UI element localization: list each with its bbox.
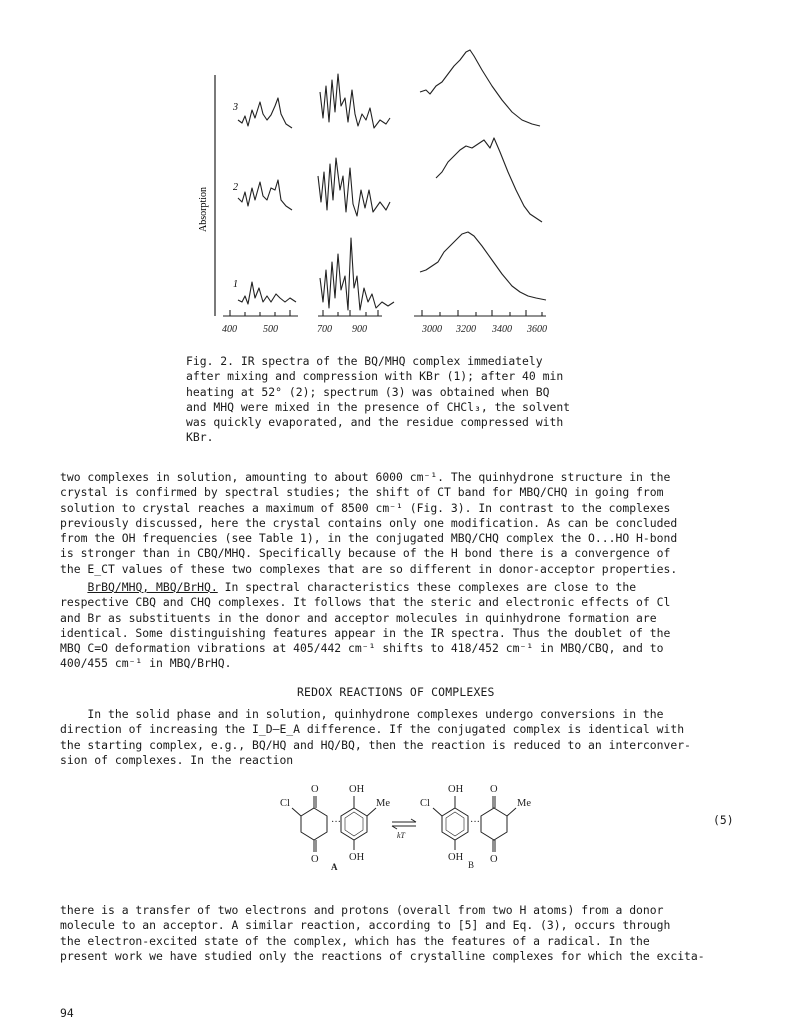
label-me: Me xyxy=(376,798,390,809)
trace-label-2: 2 xyxy=(233,182,238,193)
label-oh-bottom: OH xyxy=(448,852,464,863)
trace-1-region-2 xyxy=(320,238,394,310)
trace-1-region-1 xyxy=(238,282,296,304)
paragraph-4 xyxy=(60,903,705,964)
trace-label-3: 3 xyxy=(233,102,238,113)
tick-400: 400 xyxy=(222,324,237,335)
paragraph-1 xyxy=(60,470,677,577)
caption-line: Fig. 2. IR spectra of the BQ/MHQ complex immediately xyxy=(186,354,543,368)
ring-methylquinone-b xyxy=(481,808,507,840)
tick-3000: 3000 xyxy=(422,324,442,335)
text-line: In spectral characteristics these complexes are close to the xyxy=(217,580,637,594)
text-line: solution to crystal reaches a maximum of 8500 cm⁻¹ (Fig. 3). In contrast to the complexes xyxy=(60,500,671,515)
text-line: 400/455 cm⁻¹ in MBQ/BrHQ. xyxy=(60,656,232,671)
text-line: MBQ C=O deformation vibrations at 405/442 cm⁻¹ shifts to 418/452 cm⁻¹ in MBQ/CBQ, and to xyxy=(60,641,664,656)
complex-label-a: A xyxy=(331,862,338,872)
text-line: the electron-excited state of the complex, which has the features of a radical. In the xyxy=(60,933,650,948)
trace-1-region-3 xyxy=(420,232,546,300)
trace-2-region-2 xyxy=(318,158,390,216)
text-line: the starting complex, e.g., BQ/HQ and HQ/BQ, then the reaction is reduced to an interconver- xyxy=(60,737,691,752)
trace-2-region-1 xyxy=(238,180,292,210)
caption-line: KBr. xyxy=(186,430,214,445)
trace-3-region-3 xyxy=(420,50,540,126)
label-oh-top: OH xyxy=(349,784,365,795)
tick-500: 500 xyxy=(263,324,278,335)
label-o-bottom: O xyxy=(311,854,319,865)
trace-label-1: 1 xyxy=(233,279,238,290)
trace-3-region-1 xyxy=(238,98,292,128)
text-line: is stronger than in CBQ/MHQ. Specifically because of the H bond there is a convergence of xyxy=(60,546,671,561)
caption-line: after mixing and compression with KBr (1); after 40 min xyxy=(186,369,564,384)
label-o-bottom: O xyxy=(490,854,498,865)
trace-2-region-3 xyxy=(436,138,542,222)
tick-700: 700 xyxy=(317,324,332,335)
label-o-top: O xyxy=(490,784,498,795)
text-line: the E_CT values of these two complexes that are so different in donor-acceptor properties. xyxy=(60,561,678,576)
equation-number: (5) xyxy=(713,813,734,827)
label-o-top: O xyxy=(311,784,319,795)
tick-3200: 3200 xyxy=(456,324,476,335)
label-oh-bottom: OH xyxy=(349,852,365,863)
tick-900: 900 xyxy=(352,324,367,335)
label-oh-top: OH xyxy=(448,784,464,795)
tick-3400: 3400 xyxy=(492,324,512,335)
reaction-scheme xyxy=(280,778,550,874)
figure-caption xyxy=(186,354,570,446)
hbond-dots-a: ··· xyxy=(331,817,341,828)
paragraph-2 xyxy=(60,580,670,672)
tick-3600: 3600 xyxy=(527,324,547,335)
label-cl: Cl xyxy=(280,798,290,809)
caption-line: and MHQ were mixed in the presence of CHCl₃, the solvent xyxy=(186,399,571,414)
text-line: molecule to an acceptor. A similar reaction, according to [5] and Eq. (3), occurs through xyxy=(60,918,671,933)
section-heading: REDOX REACTIONS OF COMPLEXES xyxy=(297,685,495,699)
page-number: 94 xyxy=(60,1006,74,1020)
text-line: direction of increasing the I_D–E_A difference. If the conjugated complex is identical with xyxy=(60,722,685,737)
text-line: identical. Some distinguishing features appear in the IR spectra. Thus the doublet of the xyxy=(60,625,671,640)
label-me: Me xyxy=(517,798,531,809)
text-line: crystal is confirmed by spectral studies; the shift of CT band for MBQ/CHQ in going from xyxy=(60,485,664,500)
ir-spectra-figure xyxy=(190,40,570,340)
text-line: from the OH frequencies (see Table 1), in the conjugated MBQ/CHQ complex the O...HO H-bond xyxy=(60,531,678,546)
paragraph-3 xyxy=(60,707,691,768)
y-axis-label: Absorption xyxy=(198,187,209,232)
arrow-label: kT xyxy=(397,831,405,840)
text-line: and Br as substituents in the donor and acceptor molecules in quinhydrone formation are xyxy=(60,610,657,625)
complex-label-b: B xyxy=(468,860,475,870)
text-line: respective CBQ and CHQ complexes. It follows that the steric and electronic effects of Cl xyxy=(60,595,671,610)
text-line: In the solid phase and in solution, quinhydrone complexes undergo conversions in the xyxy=(60,707,664,721)
text-line: two complexes in solution, amounting to about 6000 cm⁻¹. The quinhydrone structure in the xyxy=(60,470,671,484)
label-cl: Cl xyxy=(420,798,430,809)
text-line: there is a transfer of two electrons and protons (overall from two H atoms) from a donor xyxy=(60,903,664,917)
caption-line: heating at 52° (2); spectrum (3) was obtained when BQ xyxy=(186,384,550,399)
trace-3-region-2 xyxy=(320,74,390,128)
text-line: sion of complexes. In the reaction xyxy=(60,752,294,767)
hbond-dots-b: ··· xyxy=(470,817,480,828)
ring-chloroquinone-a xyxy=(301,808,327,840)
caption-line: was quickly evaporated, and the residue compressed with xyxy=(186,415,564,430)
text-line: previously discussed, here the crystal contains only one modification. As can be concluded xyxy=(60,515,678,530)
inline-heading: BrBQ/MHQ, MBQ/BrHQ. xyxy=(87,580,218,594)
text-line: present work we have studied only the reactions of crystalline complexes for which the excita- xyxy=(60,948,705,963)
